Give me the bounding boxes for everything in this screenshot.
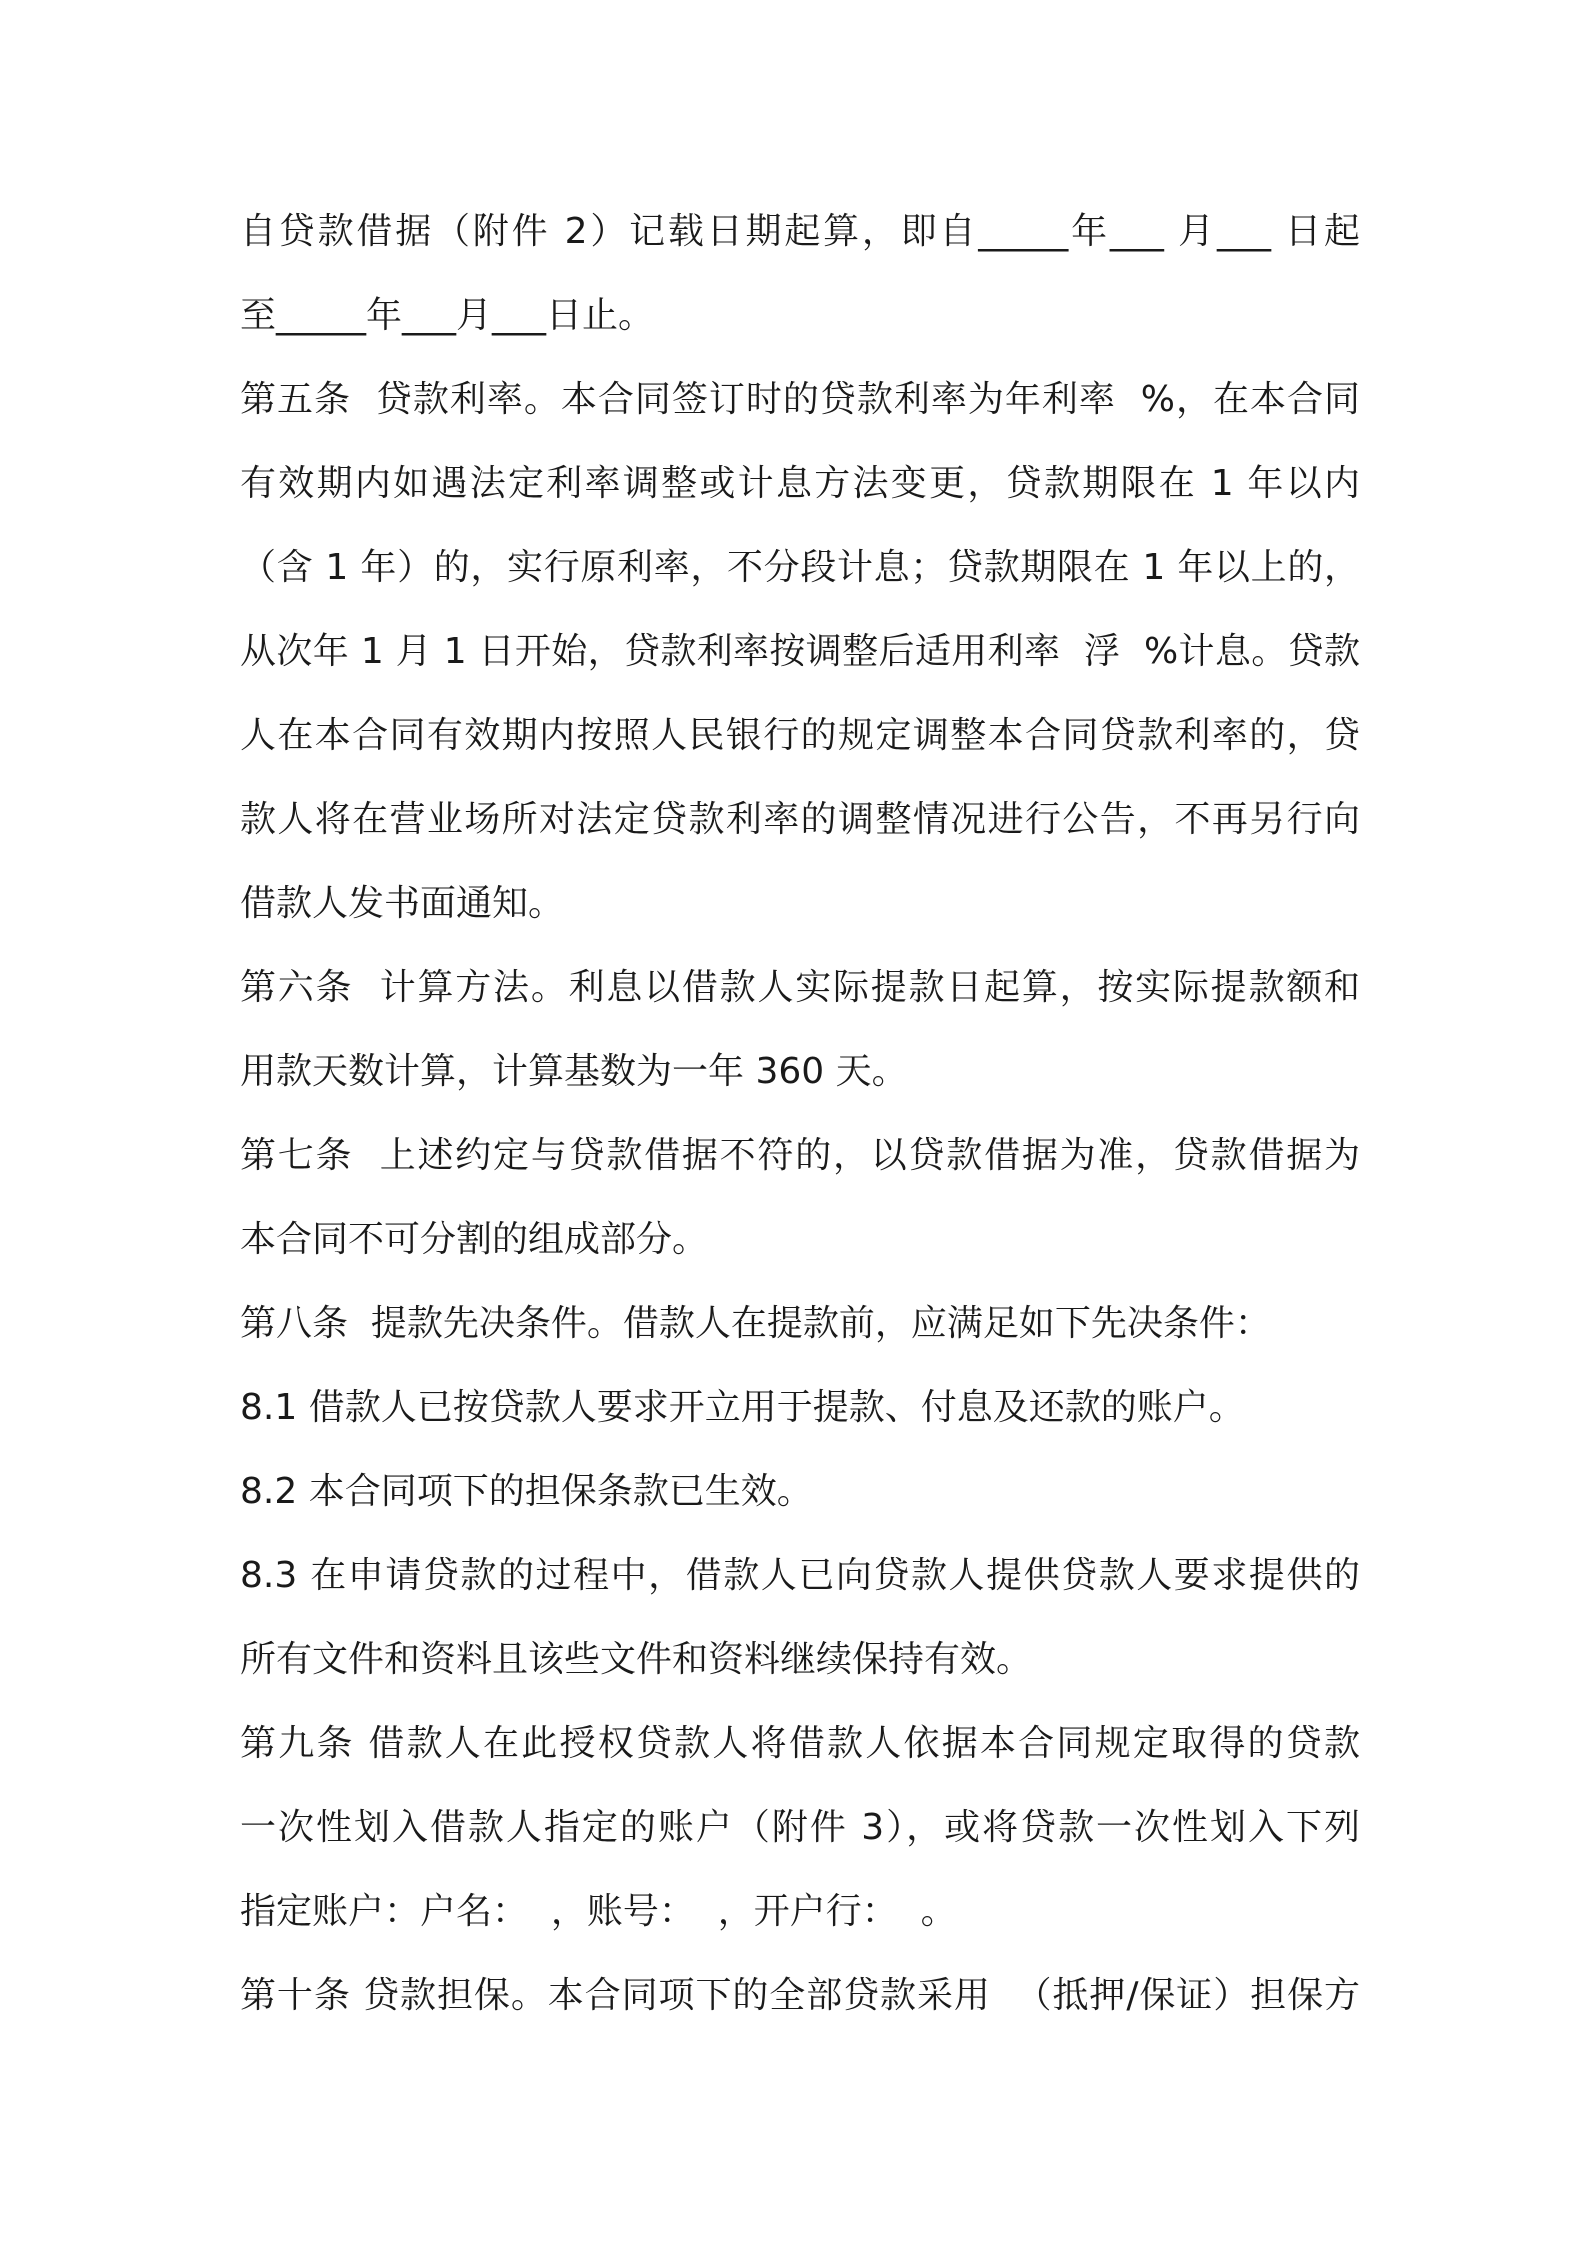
text-line: （含 1 年）的，实行原利率，不分段计息；贷款期限在 1 年以上的， [240, 547, 1360, 588]
article-6-heading: 第六条 计算方法。利息以借款人实际提款日起算，按实际提款额和 [240, 967, 1360, 1008]
clause-8-1: 8.1 借款人已按贷款人要求开立用于提款、付息及还款的账户。 [240, 1387, 1245, 1428]
article-5-heading: 第五条 贷款利率。本合同签订时的贷款利率为年利率 %，在本合同 [240, 379, 1360, 420]
clause-8-3: 8.3 在申请贷款的过程中，借款人已向贷款人提供贷款人要求提供的 [240, 1555, 1360, 1596]
article-8-heading: 第八条 提款先决条件。借款人在提款前，应满足如下先决条件： [240, 1303, 1271, 1344]
text-line: 至_____年___月___日止。 [240, 295, 655, 336]
text-line: 有效期内如遇法定利率调整或计息方法变更，贷款期限在 1 年以内 [240, 463, 1360, 504]
text-line: 一次性划入借款人指定的账户（附件 3），或将贷款一次性划入下列 [240, 1807, 1360, 1848]
contract-text [240, 190, 1360, 2038]
text-line: 人在本合同有效期内按照人民银行的规定调整本合同贷款利率的，贷 [240, 715, 1360, 756]
article-7-heading: 第七条 上述约定与贷款借据不符的，以贷款借据为准，贷款借据为 [240, 1135, 1360, 1176]
clause-8-2: 8.2 本合同项下的担保条款已生效。 [240, 1471, 813, 1512]
text-line: 款人将在营业场所对法定贷款利率的调整情况进行公告，不再另行向 [240, 799, 1360, 840]
text-line: 从次年 1 月 1 日开始，贷款利率按调整后适用利率 浮 %计息。贷款 [240, 631, 1360, 672]
article-9-heading: 第九条 借款人在此授权贷款人将借款人依据本合同规定取得的贷款 [240, 1723, 1360, 1764]
text-line: 所有文件和资料且该些文件和资料继续保持有效。 [240, 1639, 1033, 1680]
text-line: 借款人发书面通知。 [240, 883, 565, 924]
article-10-heading: 第十条 贷款担保。本合同项下的全部贷款采用 （抵押/保证）担保方 [240, 1975, 1360, 2016]
text-line: 本合同不可分割的组成部分。 [240, 1219, 709, 1260]
text-line: 自贷款借据（附件 2）记载日期起算，即自_____年___ 月___ 日起 [240, 211, 1360, 252]
text-line: 用款天数计算，计算基数为一年 360 天。 [240, 1051, 908, 1092]
text-line: 指定账户：户名： ，账号： ，开户行： 。 [240, 1891, 957, 1932]
